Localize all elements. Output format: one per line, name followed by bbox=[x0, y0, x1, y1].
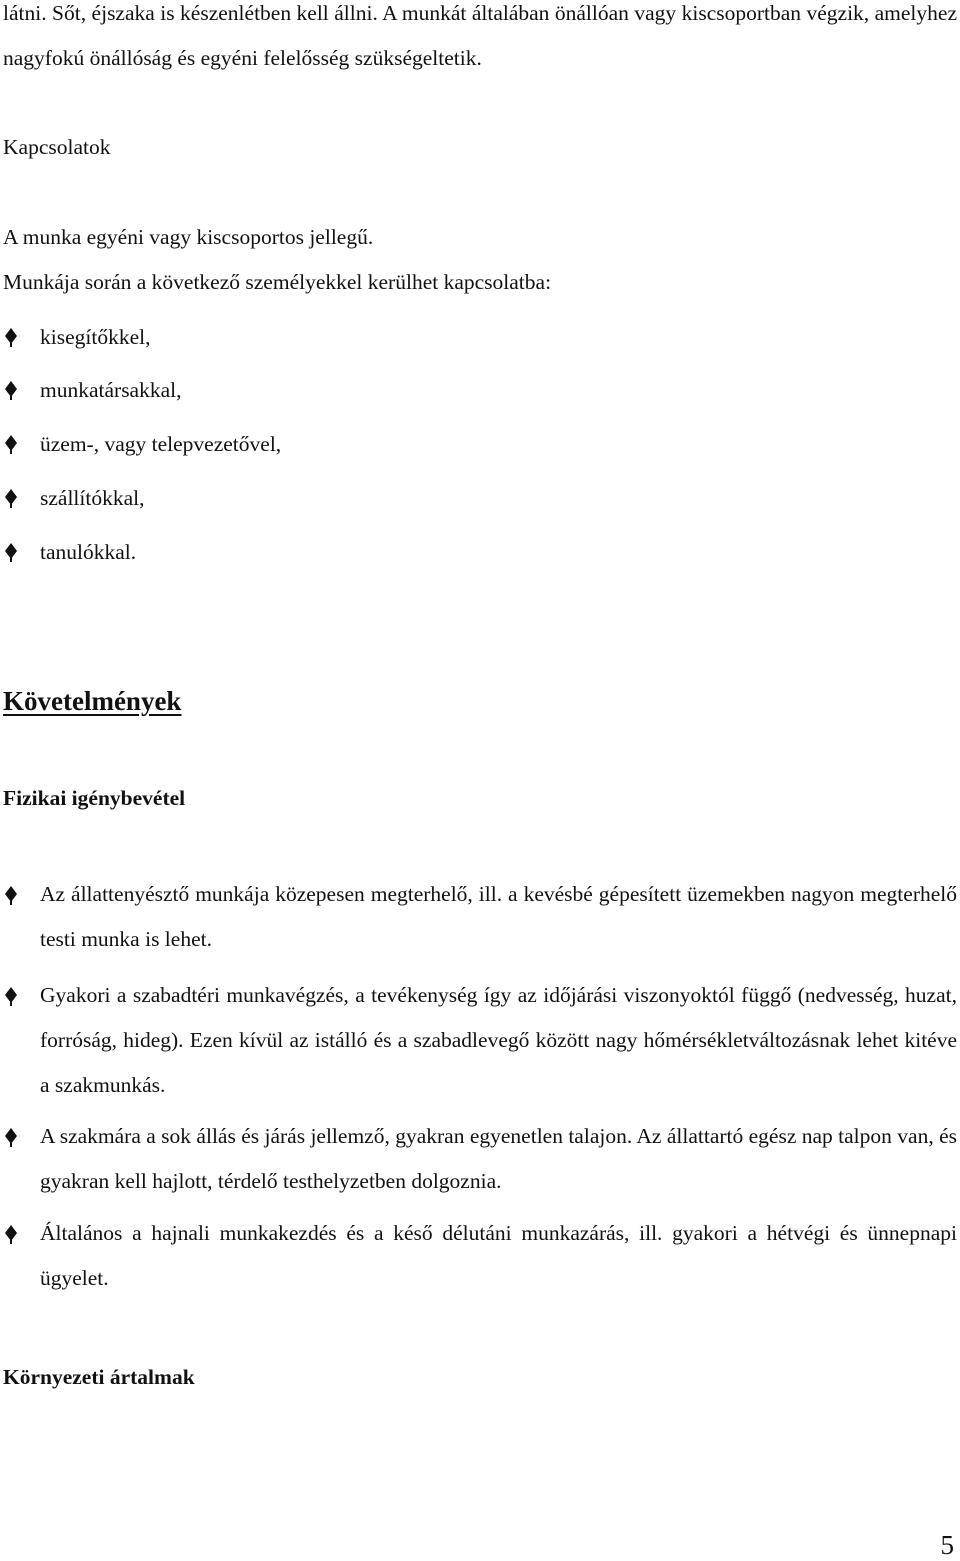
list-item-text: Az állattenyésztő munkája közepesen megterhelő, ill. a kevésbé gépesített üzemekben nagyon megterhelő testi munka is lehet. bbox=[40, 882, 957, 951]
list-item-text: tanulókkal. bbox=[40, 540, 137, 564]
list-item-text: szállítókkal, bbox=[40, 486, 145, 510]
diamond-bullet-icon bbox=[3, 375, 19, 405]
kornyezeti-artalmak-heading: Környezeti ártalmak bbox=[3, 1365, 195, 1389]
kovetelmenyek-heading: Követelmények bbox=[3, 686, 182, 716]
diamond-bullet-icon bbox=[3, 483, 19, 513]
diamond-bullet-icon bbox=[3, 880, 19, 910]
list-item-text: Általános a hajnali munkakezdés és a késő délutáni munkazárás, ill. gyakori a hétvégi és ünnepnapi ügyelet. bbox=[40, 1221, 957, 1290]
page-number: 5 bbox=[940, 1530, 954, 1560]
kapcsolatok-heading: Kapcsolatok bbox=[3, 135, 111, 159]
diamond-bullet-icon bbox=[3, 429, 19, 459]
kapcsolatok-line-1: A munka egyéni vagy kiscsoportos jellegű. bbox=[3, 225, 374, 249]
intro-paragraph: látni. Sőt, éjszaka is készenlétben kell állni. A munkát általában önállóan vagy kiscsoportban végzik, amelyhez nagyfokú önállóság és egyéni felelősség szükségeltetik. bbox=[3, 1, 957, 70]
list-item-text: üzem-, vagy telepvezetővel, bbox=[40, 432, 282, 456]
list-item-text: Gyakori a szabadtéri munkavégzés, a tevékenység így az időjárási viszonyoktól függő (nedvesség, huzat, forróság, hideg). Ezen kívül az istálló és a szabadlevegő között nagy hőmérsékletváltozásnak lehet kitéve a szakmunkás. bbox=[40, 983, 957, 1097]
diamond-bullet-icon bbox=[3, 322, 19, 352]
list-item-text: munkatársakkal, bbox=[40, 378, 182, 402]
fizikai-igenybevetel-subheading: Fizikai igénybevétel bbox=[3, 786, 186, 810]
list-item-text: kisegítőkkel, bbox=[40, 325, 151, 349]
diamond-bullet-icon bbox=[3, 537, 19, 567]
diamond-bullet-icon bbox=[3, 1122, 19, 1152]
kapcsolatok-line-2: Munkája során a következő személyekkel kerülhet kapcsolatba: bbox=[3, 270, 552, 294]
diamond-bullet-icon bbox=[3, 1219, 19, 1249]
list-item-text: A szakmára a sok állás és járás jellemző, gyakran egyenetlen talajon. Az állattartó egész nap talpon van, és gyakran kell hajlott, térdelő testhelyzetben dolgoznia. bbox=[40, 1124, 957, 1193]
diamond-bullet-icon bbox=[3, 981, 19, 1011]
